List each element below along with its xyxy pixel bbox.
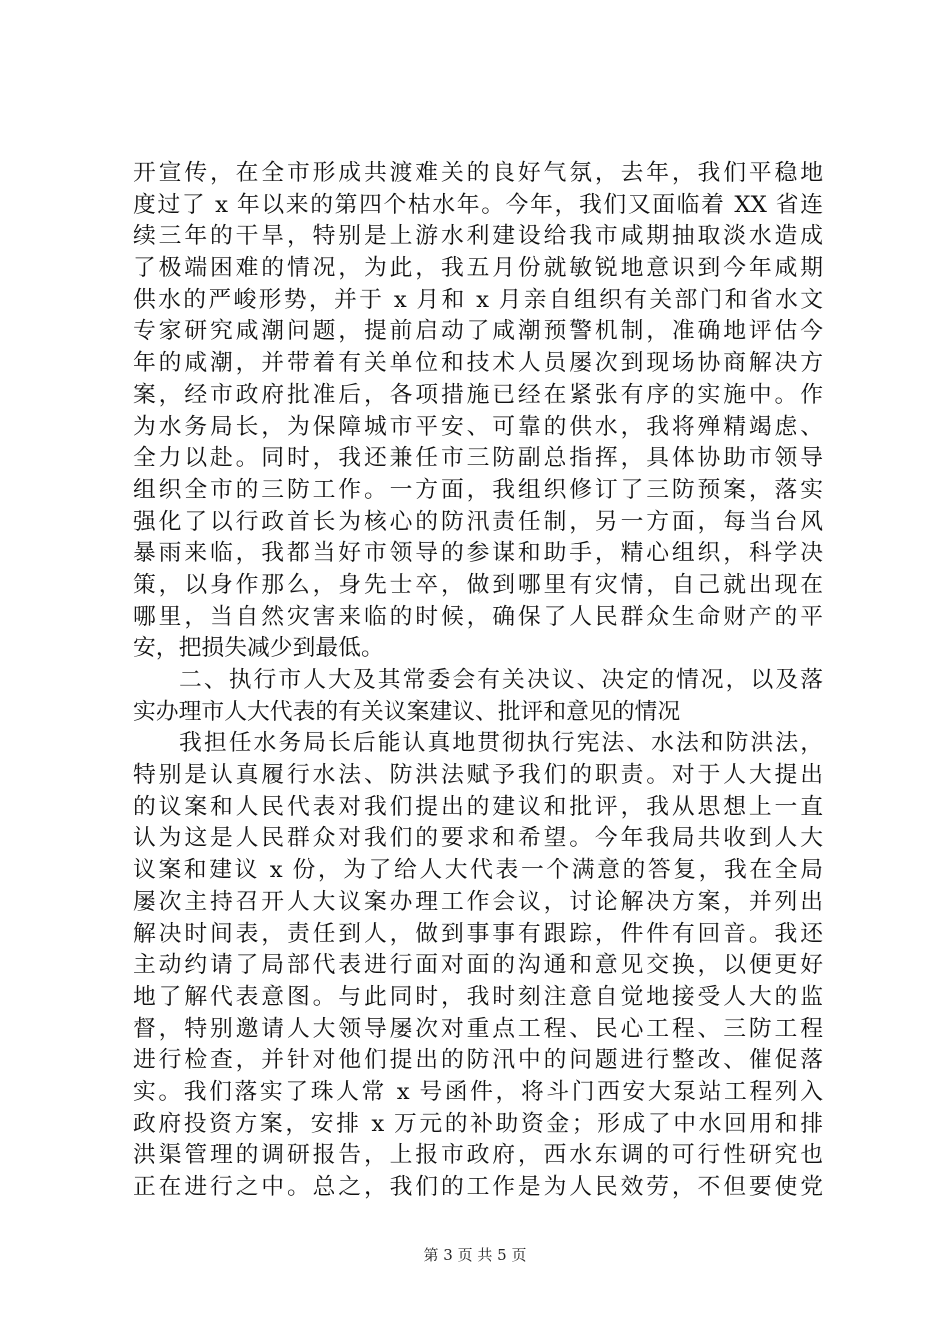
paragraph-1-line: 策，以身作那么，身先士卒，做到哪里有灾情，自己就出现在 (133, 571, 823, 598)
paragraph-1-line: 案，经市政府批准后，各项措施已经在紧张有序的实施中。作 (133, 381, 823, 408)
paragraph-3-line: 正在进行之中。总之，我们的工作是为人民效劳，不但要使党 (133, 1174, 823, 1200)
paragraph-1-line: 强化了以行政首长为核心的防汛责任制，另一方面，每当台风 (133, 508, 823, 535)
section-heading-line: 实办理市人大代表的有关议案建议、批评和意见的情况 (133, 698, 681, 725)
paragraph-1-line: 度过了 x 年以来的第四个枯水年。今年，我们又面临着 XX 省连 (133, 191, 823, 218)
paragraph-3-line: 屡次主持召开人大议案办理工作会议，讨论解决方案，并列出 (133, 888, 823, 915)
paragraph-1-line: 开宣传，在全市形成共渡难关的良好气氛，去年，我们平稳地 (133, 160, 823, 186)
paragraph-3-line: 议案和建议 x 份，为了给人大代表一个满意的答复，我在全局 (133, 857, 823, 884)
paragraph-3-line: 的议案和人民代表对我们提出的建议和批评，我从思想上一直 (133, 793, 823, 820)
paragraph-3-line: 认为这是人民群众对我们的要求和希望。今年我局共收到人大 (133, 825, 823, 852)
section-heading-line: 二、执行市人大及其常委会有关决议、决定的情况，以及落 (179, 667, 823, 693)
paragraph-3-line: 实。我们落实了珠人常 x 号函件，将斗门西安大泵站工程列入 (133, 1078, 823, 1105)
paragraph-3-line: 洪渠管理的调研报告，上报市政府，西水东调的可行性研究也 (133, 1142, 823, 1169)
paragraph-3-line: 我担任水务局长后能认真地贯彻执行宪法、水法和防洪法， (179, 730, 823, 757)
paragraph-1-line: 为水务局长，为保障城市平安、可靠的供水，我将殚精竭虑、 (133, 413, 823, 440)
paragraph-1-line: 专家研究咸潮问题，提前启动了咸潮预警机制，准确地评估今 (133, 318, 823, 345)
paragraph-3-line: 进行检查，并针对他们提出的防汛中的问题进行整改、催促落 (133, 1047, 823, 1074)
paragraph-3-line: 解决时间表，责任到人，做到事事有跟踪，件件有回音。我还 (133, 920, 823, 947)
paragraph-1-line: 哪里，当自然灾害来临的时候，确保了人民群众生命财产的平 (133, 603, 823, 630)
paragraph-3-line: 主动约请了局部代表进行面对面的沟通和意见交换，以便更好 (133, 952, 823, 979)
document-body (133, 158, 823, 1204)
paragraph-1-line: 续三年的干旱，特别是上游水利建设给我市咸期抽取淡水造成 (133, 223, 823, 250)
paragraph-1-line: 了极端困难的情况，为此，我五月份就敏锐地意识到今年咸期 (133, 255, 823, 282)
paragraph-1-line: 暴雨来临，我都当好市领导的参谋和助手，精心组织，科学决 (133, 540, 823, 567)
paragraph-1-line: 供水的严峻形势，并于 x 月和 x 月亲自组织有关部门和省水文 (133, 286, 823, 313)
paragraph-1-line: 组织全市的三防工作。一方面，我组织修订了三防预案，落实 (133, 476, 823, 503)
paragraph-3-line: 政府投资方案，安排 x 万元的补助资金；形成了中水回用和排 (133, 1110, 823, 1137)
page-footer: 第 3 页 共 5 页 (423, 1246, 527, 1264)
paragraph-1-line: 安，把损失减少到最低。 (133, 635, 384, 662)
paragraph-3-line: 督，特别邀请人大领导屡次对重点工程、民心工程、三防工程 (133, 1015, 823, 1042)
paragraph-1-line: 全力以赴。同时，我还兼任市三防副总指挥，具体协助市领导 (133, 445, 823, 472)
paragraph-1-line: 年的咸潮，并带着有关单位和技术人员屡次到现场协商解决方 (133, 350, 823, 377)
paragraph-3-line: 特别是认真履行水法、防洪法赋予我们的职责。对于人大提出 (133, 762, 823, 789)
paragraph-3-line: 地了解代表意图。与此同时，我时刻注意自觉地接受人大的监 (133, 983, 823, 1010)
